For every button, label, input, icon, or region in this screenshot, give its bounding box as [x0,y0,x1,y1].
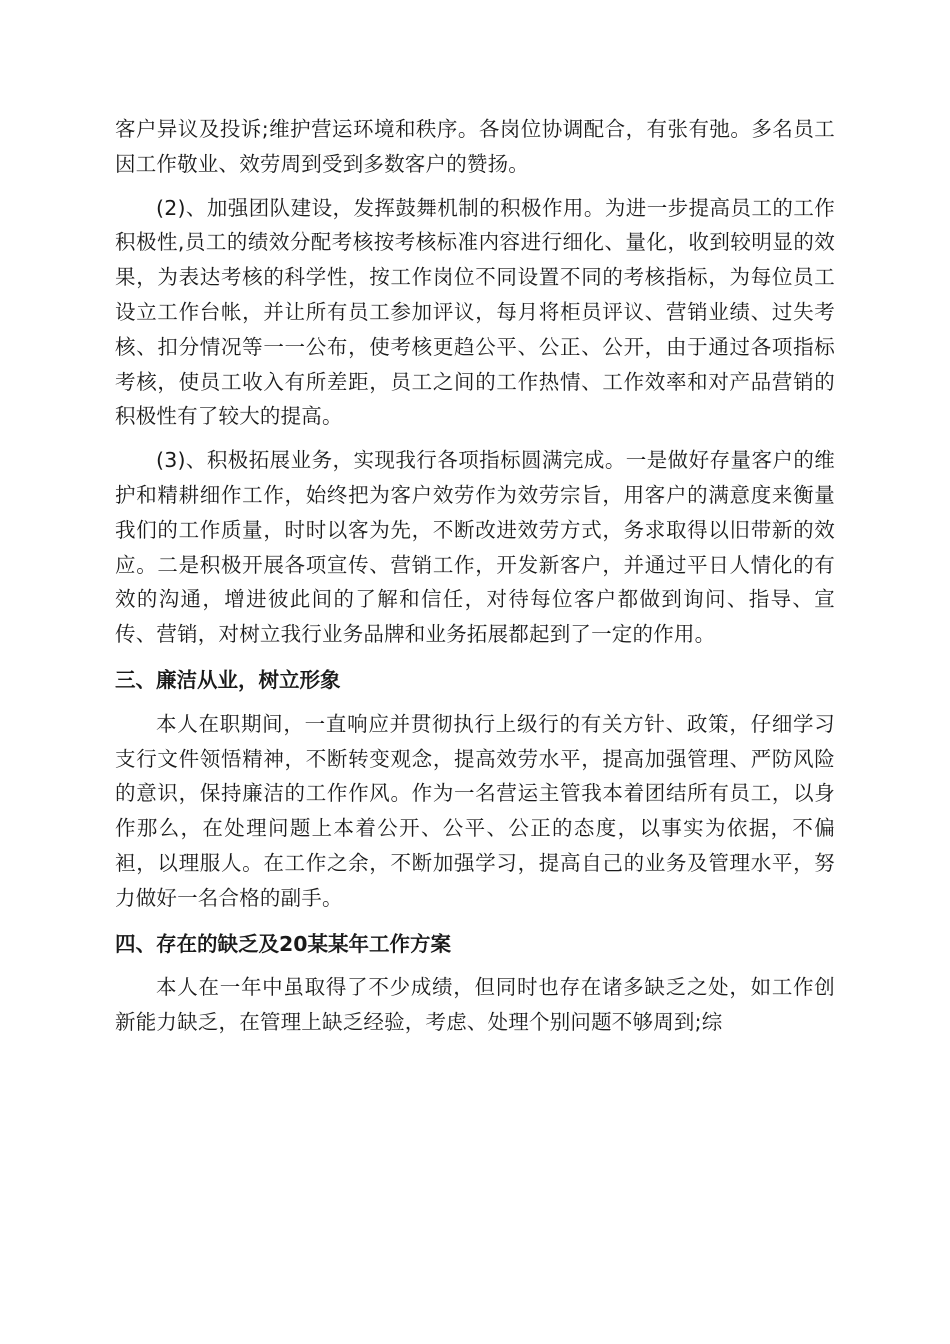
paragraph-integrity: 本人在职期间，一直响应并贯彻执行上级行的有关方针、政策，仔细学习支行文件领悟精神，不断转变观念，提高效劳水平，提高加强管理、严防风险的意识，保持廉洁的工作作风。作为一名营运主管我本着团结所有员工，以身作那么，在处理问题上本着公开、公平、公正的态度，以事实为依据，不偏袒，以理服人。在工作之余，不断加强学习，提高自己的业务及管理水平，努力做好一名合格的副手。 [115,711,835,910]
paragraph-team-building: (2)、加强团队建设，发挥鼓舞机制的积极作用。为进一步提高员工的工作积极性,员工的绩效分配考核按考核标准内容进行细化、量化，收到较明显的效果，为表达考核的科学性，按工作岗位不同设置不同的考核指标，为每位员工设立工作台帐，并让所有员工参加评议，每月将柜员评议、营销业绩、过失考核、扣分情况等一一公布，使考核更趋公平、公正、公开，由于通过各项指标考核，使员工收入有所差距，员工之间的工作热情、工作效率和对产品营销的积极性有了较大的提高。 [115,195,835,429]
paragraph-business-expansion: (3)、积极拓展业务，实现我行各项指标圆满完成。一是做好存量客户的维护和精耕细作工作，始终把为客户效劳作为效劳宗旨，用客户的满意度来衡量我们的工作质量，时时以客为先，不断改进效劳方式，务求取得以旧带新的效应。二是积极开展各项宣传、营销工作，开发新客户，并通过平日人情化的有效的沟通，增进彼此间的了解和信任，对待每位客户都做到询问、指导、宣传、营销，对树立我行业务品牌和业务拓展都起到了一定的作用。 [115,448,835,647]
heading-integrity: 三、廉洁从业，树立形象 [115,667,341,692]
heading-shortcomings-plan: 四、存在的缺乏及20某某年工作方案 [115,931,452,956]
paragraph-shortcomings: 本人在一年中虽取得了不少成绩，但同时也存在诸多缺乏之处，如工作创新能力缺乏，在管理上缺乏经验，考虑、处理个别问题不够周到;综 [115,975,835,1035]
document-page [115,112,835,1040]
paragraph-continued: 客户异议及投诉;维护营运环境和秩序。各岗位协调配合，有张有弛。多名员工因工作敬业、效劳周到受到多数客户的赞扬。 [115,117,835,176]
